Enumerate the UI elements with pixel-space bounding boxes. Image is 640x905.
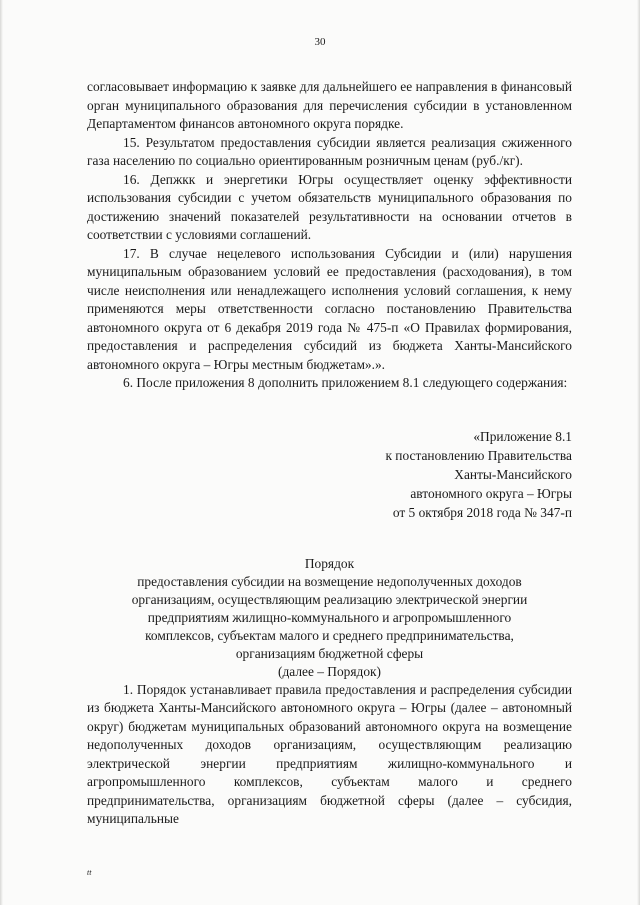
title-heading: Порядок bbox=[304, 555, 355, 571]
document-title bbox=[87, 555, 572, 681]
paragraph-1: 1. Порядок устанавливает правила предоставления и распределения субсидии из бюджета Ханты-Мансийского автономного округа – Югры (далее – автономный округ) бюджетам муниципальных образований автономного округа на возмещение недополученных доходов организациям, осуществляющим реализацию электрической энергии предприятиям жилищно-коммунального и агропромышленного комплексов, субъектам малого и среднего предпринимательства, организациям бюджетной сферы (далее – субсидия, муниципальные bbox=[87, 681, 572, 826]
paragraph-15: 15. Результатом предоставления субсидии является реализация сжиженного газа населению по социально ориентированным розничным ценам (руб./кг). bbox=[87, 134, 572, 168]
appendix-line: Ханты-Мансийского bbox=[454, 466, 572, 482]
paragraph-17: 17. В случае нецелевого использования Субсидии и (или) нарушения муниципальным образованием условий ее предоставления (расходования), в том числе неисполнения или ненадлежащего исполнения условий соглашения, к нему применяются меры ответственности согласно постановлению Правительства автономного округа от 6 декабря 2019 года № 475-п «О Правилах формирования, предоставления и распределения субсидий из бюджета Ханты-Мансийского автономного округа – Югры местным бюджетам».». bbox=[87, 245, 572, 372]
paragraph-6: 6. После приложения 8 дополнить приложением 8.1 следующего содержания: bbox=[123, 375, 568, 390]
footer-mark: tt bbox=[87, 868, 92, 877]
page-number: 30 bbox=[314, 36, 326, 48]
title-line: организациям, осуществляющим реализацию электрической энергии bbox=[131, 591, 528, 607]
appendix-line: автономного округа – Югры bbox=[410, 485, 572, 501]
title-line: предоставления субсидии на возмещение недополученных доходов bbox=[137, 573, 522, 589]
paragraph-16: 16. Депжкк и энергетики Югры осуществляет оценку эффективности использования субсидии с учетом обязательств муниципального образования по достижению значений показателей результативности на основании отчетов в соответствии с условиями соглашений. bbox=[87, 171, 572, 242]
appendix-header bbox=[87, 427, 572, 522]
title-line: (далее – Порядок) bbox=[278, 663, 381, 679]
appendix-line: «Приложение 8.1 bbox=[473, 428, 572, 444]
paragraph-continuation: согласовывает информацию к заявке для дальнейшего ее направления в финансовый орган муниципального образования для перечисления субсидии в установленном Департаментом финансов автономного округа порядке. bbox=[87, 79, 572, 131]
title-line: комплексов, субъектам малого и среднего предпринимательства, bbox=[145, 627, 514, 643]
title-line: предприятиям жилищно-коммунального и агропромышленного bbox=[147, 609, 512, 625]
appendix-line: от 5 октября 2018 года № 347-п bbox=[392, 504, 572, 520]
appendix-line: к постановлению Правительства bbox=[385, 447, 572, 463]
title-line: организациям бюджетной сферы bbox=[235, 645, 424, 661]
document-body bbox=[87, 78, 572, 829]
scan-edge-left bbox=[0, 0, 3, 905]
